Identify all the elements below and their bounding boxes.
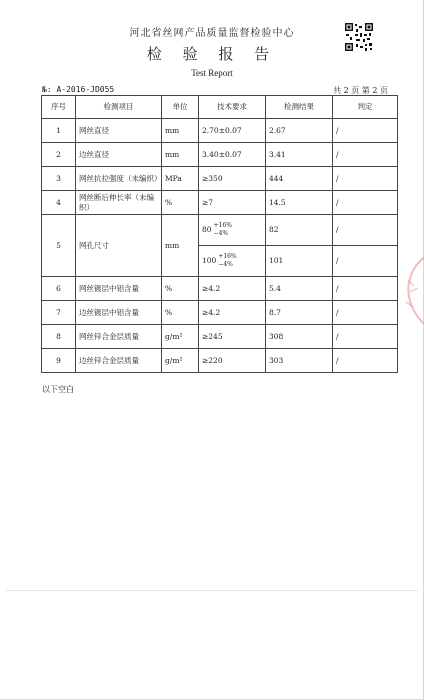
cell-requirement: ≥4.2 <box>199 301 266 325</box>
cell-verdict: / <box>333 325 398 349</box>
cell-verdict: / <box>333 191 398 215</box>
cell-result: 101 <box>266 246 333 277</box>
qr-code-icon <box>344 22 374 52</box>
cell-no: 7 <box>42 301 76 325</box>
table-row <box>42 301 398 325</box>
cell-verdict: / <box>333 246 398 277</box>
cell-item: 网丝直径 <box>76 119 162 143</box>
tolerance-lower: −4% <box>218 261 233 268</box>
cell-requirement <box>199 215 266 246</box>
cell-requirement: ≥4.2 <box>199 277 266 301</box>
table-row <box>42 349 398 373</box>
cell-no: 8 <box>42 325 76 349</box>
cell-unit: mm <box>162 215 199 277</box>
cell-requirement: ≥350 <box>199 167 266 191</box>
cell-item: 网丝断后伸长率（未编织） <box>76 191 162 215</box>
col-header-no: 序号 <box>42 96 76 119</box>
cell-no: 6 <box>42 277 76 301</box>
cell-unit: % <box>162 301 199 325</box>
cell-item: 网丝抗拉强度（未编织） <box>76 167 162 191</box>
cell-verdict: / <box>333 167 398 191</box>
page-info: 共 2 页 第 2 页 <box>333 86 388 95</box>
cell-result: 5.4 <box>266 277 333 301</box>
cell-result: 8.7 <box>266 301 333 325</box>
cell-verdict: / <box>333 119 398 143</box>
cell-unit: MPa <box>162 167 199 191</box>
page-divider <box>6 590 418 591</box>
col-header-unit: 单位 <box>162 96 199 119</box>
tolerance-upper: +16% <box>213 222 232 229</box>
col-header-requirement: 技术要求 <box>199 96 266 119</box>
table-row <box>42 277 398 301</box>
cell-verdict: / <box>333 215 398 246</box>
cell-unit: % <box>162 191 199 215</box>
cell-unit: mm <box>162 119 199 143</box>
cell-requirement: 3.40±0.07 <box>199 143 266 167</box>
cell-verdict: / <box>333 143 398 167</box>
cell-unit: g/m² <box>162 325 199 349</box>
cell-unit: g/m² <box>162 349 199 373</box>
cell-unit: % <box>162 277 199 301</box>
cell-result: 303 <box>266 349 333 373</box>
cell-requirement: ≥245 <box>199 325 266 349</box>
cell-item: 边丝锌合金层质量 <box>76 349 162 373</box>
col-header-result: 检测结果 <box>266 96 333 119</box>
cell-item: 边丝镀层中铝含量 <box>76 301 162 325</box>
cell-no: 1 <box>42 119 76 143</box>
table-row <box>42 167 398 191</box>
cell-no: 2 <box>42 143 76 167</box>
cell-result: 3.41 <box>266 143 333 167</box>
col-header-item: 检测项目 <box>76 96 162 119</box>
blank-below-note: 以下空白 <box>42 385 74 394</box>
cell-item: 网孔尺寸 <box>76 215 162 277</box>
cell-result: 2.67 <box>266 119 333 143</box>
table-row <box>42 325 398 349</box>
col-header-verdict: 判定 <box>333 96 398 119</box>
requirement-nominal: 100 <box>202 256 217 265</box>
seal-stamp-icon <box>396 250 424 330</box>
cell-requirement: ≥220 <box>199 349 266 373</box>
cell-item: 网丝镀层中铝含量 <box>76 277 162 301</box>
cell-no: 9 <box>42 349 76 373</box>
cell-verdict: / <box>333 277 398 301</box>
cell-item: 网丝锌合金层质量 <box>76 325 162 349</box>
cell-item: 边丝直径 <box>76 143 162 167</box>
header-org: 河北省丝网产品质量监督检验中心 <box>129 28 295 39</box>
table-row <box>42 119 398 143</box>
cell-requirement <box>199 246 266 277</box>
cell-unit: mm <box>162 143 199 167</box>
cell-result: 308 <box>266 325 333 349</box>
page-subtitle: Test Report <box>191 68 233 78</box>
report-number: №: A-2016-JD055 <box>42 85 115 94</box>
tolerance <box>218 253 236 269</box>
page-title: 检 验 报 告 <box>146 45 278 63</box>
cell-result: 14.5 <box>266 191 333 215</box>
cell-no: 4 <box>42 191 76 215</box>
table-row <box>42 191 398 215</box>
cell-result: 444 <box>266 167 333 191</box>
tolerance-upper: +16% <box>218 253 237 260</box>
table-header-row <box>42 96 398 119</box>
results-table <box>41 95 398 373</box>
cell-no: 5 <box>42 215 76 277</box>
tolerance <box>214 222 232 238</box>
cell-verdict: / <box>333 349 398 373</box>
cell-requirement: ≥7 <box>199 191 266 215</box>
cell-no: 3 <box>42 167 76 191</box>
requirement-nominal: 80 <box>202 225 212 234</box>
cell-result: 82 <box>266 215 333 246</box>
tolerance-lower: −4% <box>213 230 229 237</box>
table-row <box>42 143 398 167</box>
cell-verdict: / <box>333 301 398 325</box>
table-row <box>42 215 398 246</box>
cell-requirement: 2.70±0.07 <box>199 119 266 143</box>
